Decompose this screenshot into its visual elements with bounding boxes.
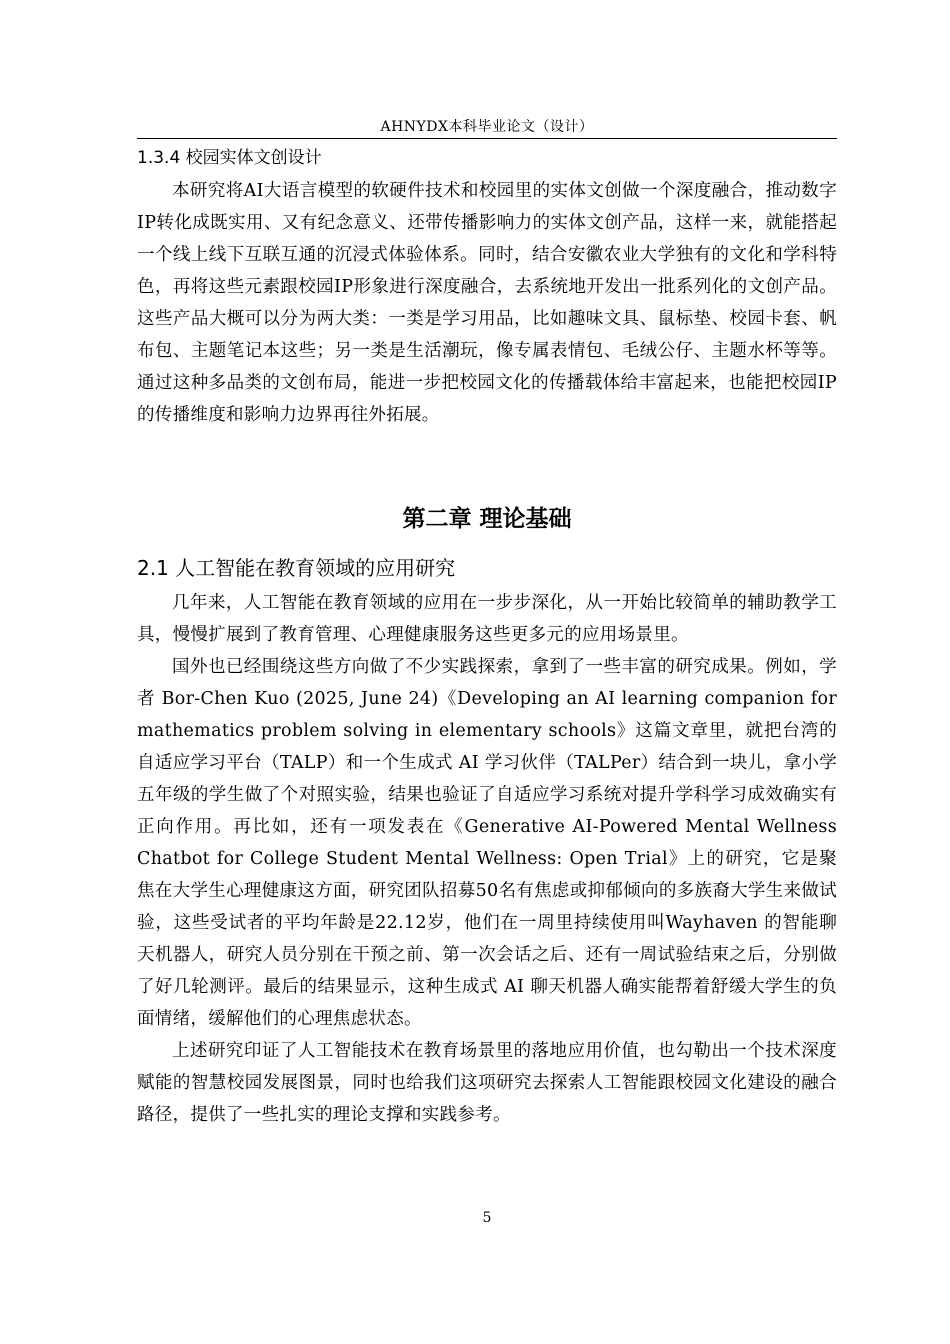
- paragraph-foreign-research: 国外也已经围绕这些方向做了不少实践探索，拿到了一些丰富的研究成果。例如，学者 Bor-Chen Kuo (2025, June 24)《Developing an AI learning companion for mathematics problem solving in elementary schools》这篇文章里，就把台湾的自适应学习平台（TALP）和一个生成式 AI 学习伙伴（TALPer）结合到一块儿，拿小学五年级的学生做了个对照实验，结果也验证了自适应学习系统对提升学科学习成效确实有正向作用。再比如，还有一项发表在《Generative AI-Powered Mental Wellness Chatbot for College Student Mental Wellness: Open Trial》上的研究，它是聚焦在大学生心理健康这方面，研究团队招募50名有焦虑或抑郁倾向的多族裔大学生来做试验，这些受试者的平均年龄是22.12岁，他们在一周里持续使用叫Wayhaven 的智能聊天机器人，研究人员分别在干预之前、第一次会话之后、还有一周试验结束之后，分别做了好几轮测评。最后的结果显示，这种生成式 AI 聊天机器人确实能帮着舒缓大学生的负面情绪，缓解他们的心理焦虑状态。: [137, 657, 837, 1029]
- page-number: 5: [482, 1210, 492, 1226]
- paragraph-ai-education-intro: 几年来，人工智能在教育领域的应用在一步步深化，从一开始比较简单的辅助教学工具，慢慢扩展到了教育管理、心理健康服务这些更多元的应用场景里。: [137, 593, 837, 645]
- section-heading-2-1: 2.1 人工智能在教育领域的应用研究: [137, 556, 456, 580]
- chapter-title: 第二章 理论基础: [402, 506, 572, 532]
- header-rule: [137, 138, 837, 139]
- paragraph-campus-products: 本研究将AI大语言模型的软硬件技术和校园里的实体文创做一个深度融合，推动数字IP转化成既实用、又有纪念意义、还带传播影响力的实体文创产品，这样一来，就能搭起一个线上线下互联互通的沉浸式体验体系。同时，结合安徽农业大学独有的文化和学科特色，再将这些元素跟校园IP形象进行深度融合，去系统地开发出一批系列化的文创产品。这些产品大概可以分为两大类：一类是学习用品，比如趣味文具、鼠标垫、校园卡套、帆布包、主题笔记本这些；另一类是生活潮玩，像专属表情包、毛绒公仔、主题水杯等等。通过这种多品类的文创布局，能进一步把校园文化的传播载体给丰富起来，也能把校园IP的传播维度和影响力边界再往外拓展。: [137, 181, 837, 425]
- paragraph-summary: 上述研究印证了人工智能技术在教育场景里的落地应用价值，也勾勒出一个技术深度赋能的智慧校园发展图景，同时也给我们这项研究去探索人工智能跟校园文化建设的融合路径，提供了一些扎实的理论支撑和实践参考。: [137, 1041, 837, 1125]
- running-header: AHNYDX本科毕业论文（设计）: [380, 119, 594, 135]
- section-heading-1-3-4: 1.3.4 校园实体文创设计: [137, 148, 322, 168]
